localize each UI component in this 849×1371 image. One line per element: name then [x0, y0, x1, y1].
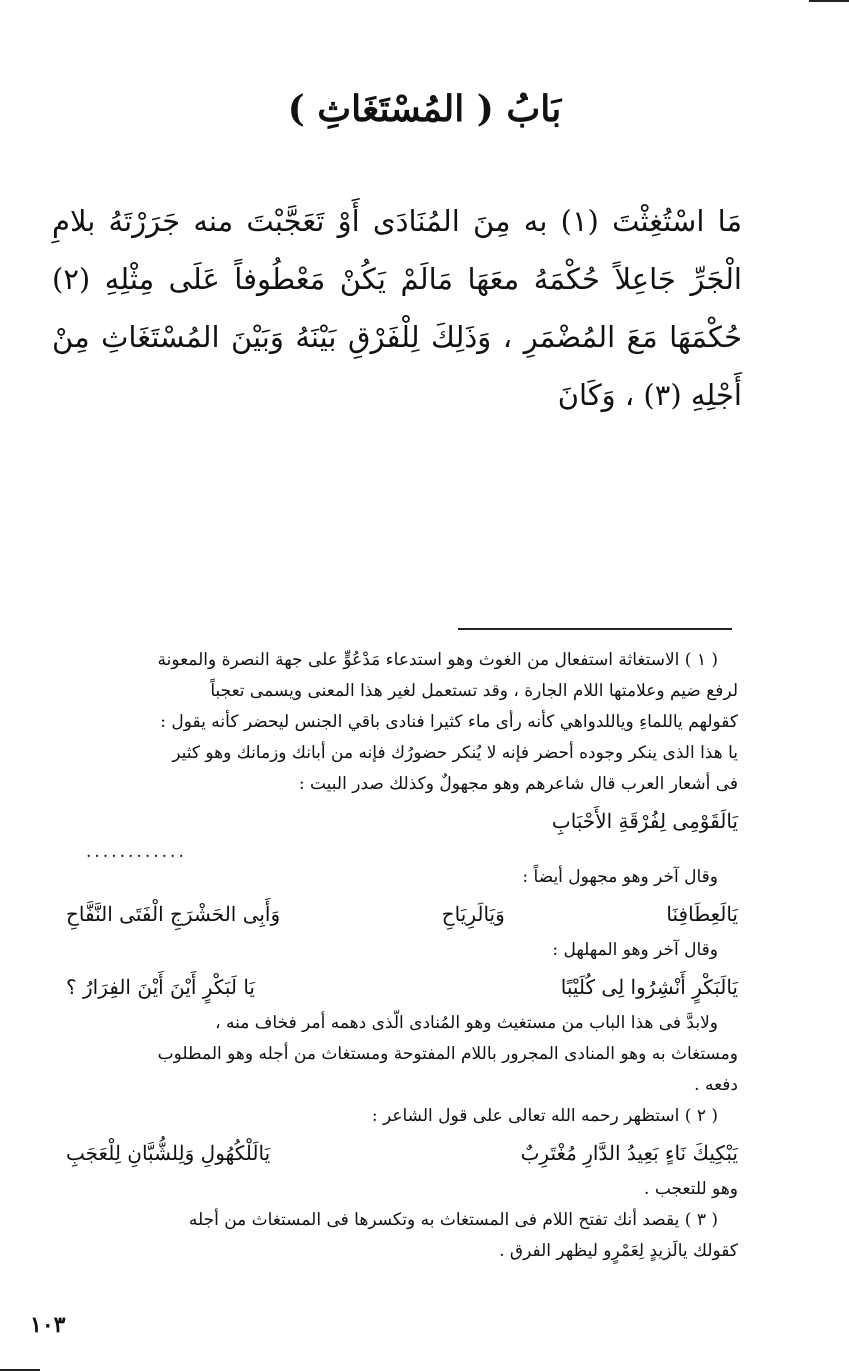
footnote-2-intro: ( ٢ ) استظهر رحمه الله تعالى على قول الشاعر : [371, 1106, 718, 1126]
verse-3-part: يَا لَبَكْرٍ أَيْنَ أَيْنَ الفِرَارُ ؟ [66, 975, 255, 999]
verse-3 [66, 968, 738, 1006]
verse-3-part: يَالَبَكْرٍ أَنْشِرُوا لِى كُلَيْبًا [560, 975, 738, 999]
verse-4-part: يَالَلْكُهُولِ وَلِلشُّبَّانِ لِلْعَجَبِ [66, 1141, 271, 1165]
footnote-1-line: فى أشعار العرب قال شاعرهم وهو مجهولٌ وكذلك صدر البيت : [298, 774, 738, 794]
verse-2-part: يَالَعِطَافِنَا [666, 902, 738, 926]
verse-4-part: يَبْكِيكَ نَاءٍ بَعِيدُ الدَّارِ مُغْتَرِبٌ [520, 1141, 738, 1165]
verse-2-part: وَيَالَرِيَاحِ [441, 902, 505, 926]
footnote-1-line: لرفع ضيم وعلامتها اللام الجارة ، وقد تستعمل لغير هذا المعنى ويسمى تعجباً [210, 681, 738, 701]
verse-2 [66, 895, 738, 933]
footnote-1-line: كقولهم ياللماءِ وياللدواهي كأنه رأى ماء كثيرا فنادى باقي الجنس ليحضر كأنه يقول : [160, 712, 738, 732]
verse-1 [66, 802, 738, 840]
verse-3-intro: وقال آخر وهو المهلهل : [552, 940, 718, 960]
scan-edge-top [809, 0, 849, 2]
page-number: ١٠٣ [30, 1312, 66, 1338]
verse-1-hemistich: يَالَقَوْمِى لِفُرْقَةِ الأَحْبَابِ [551, 809, 738, 833]
footnote-3-line: كقولك يالَزيدٍ لِعَمْرٍو ليظهر الفرق . [499, 1241, 738, 1261]
footnote-separator [458, 628, 732, 630]
chapter-title: بَابُ ( المُسْتَغَاثِ ) [287, 88, 562, 130]
verse-4 [66, 1134, 738, 1172]
footnote-2-tail: وهو للتعجب . [644, 1179, 738, 1199]
verse-1-ellipsis: ............ [86, 842, 187, 862]
footnote-3-line: ( ٣ ) يقصد أنك تفتح اللام فى المستغاث به وتكسرها فى المستغاث من أجله [188, 1210, 718, 1230]
footnotes [66, 645, 738, 1267]
verse-2-intro: وقال آخر وهو مجهول أيضاً : [522, 867, 718, 887]
footnote-1-tail-line: ولابدَّ فى هذا الباب من مستغيث وهو المُنادى الّذى دهمه أمر فخاف منه ، [215, 1013, 718, 1033]
footnote-1-tail-line: ومستغاث به وهو المنادى المجرور باللام المفتوحة ومستغاث من أجله وهو المطلوب [157, 1044, 738, 1064]
footnote-1-line: ( ١ ) الاستغاثة استفعال من الغوث وهو استدعاء مَدْعُوٍّ على جهة النصرة والمعونة [157, 650, 718, 670]
main-text: مَا اسْتُغِثْتَ (١) به مِنَ المُنَادَى أَوْ تَعَجَّبْتَ منه جَرَرْتَهُ بلامِ الْجَرِّ جَاعِلاً حُكْمَهُ معَهَا مَالَمْ يَكُنْ مَعْطُوفاً عَلَى مِثْلِهِ (٢) حُكْمَهَا مَعَ المُضْمَرِ ، وَذَلِكَ لِلْفَرْقِ بَيْنَهُ وَبَيْنَ المُسْتَغَاثِ مِنْ أَجْلِهِ (٣) ، وَكَانَ [52, 204, 742, 412]
footnote-1-tail-line: دفعه . [694, 1075, 738, 1095]
footnote-1-line: يا هذا الذى ينكر وجوده أحضر فإنه لا يُنكر حضورُك فإنه من أبانك وزمانك وهو كثير [172, 743, 738, 763]
verse-2-part: وَأَبِى الحَشْرَجِ الْفَتَى النَّفَّاحِ [66, 902, 281, 926]
